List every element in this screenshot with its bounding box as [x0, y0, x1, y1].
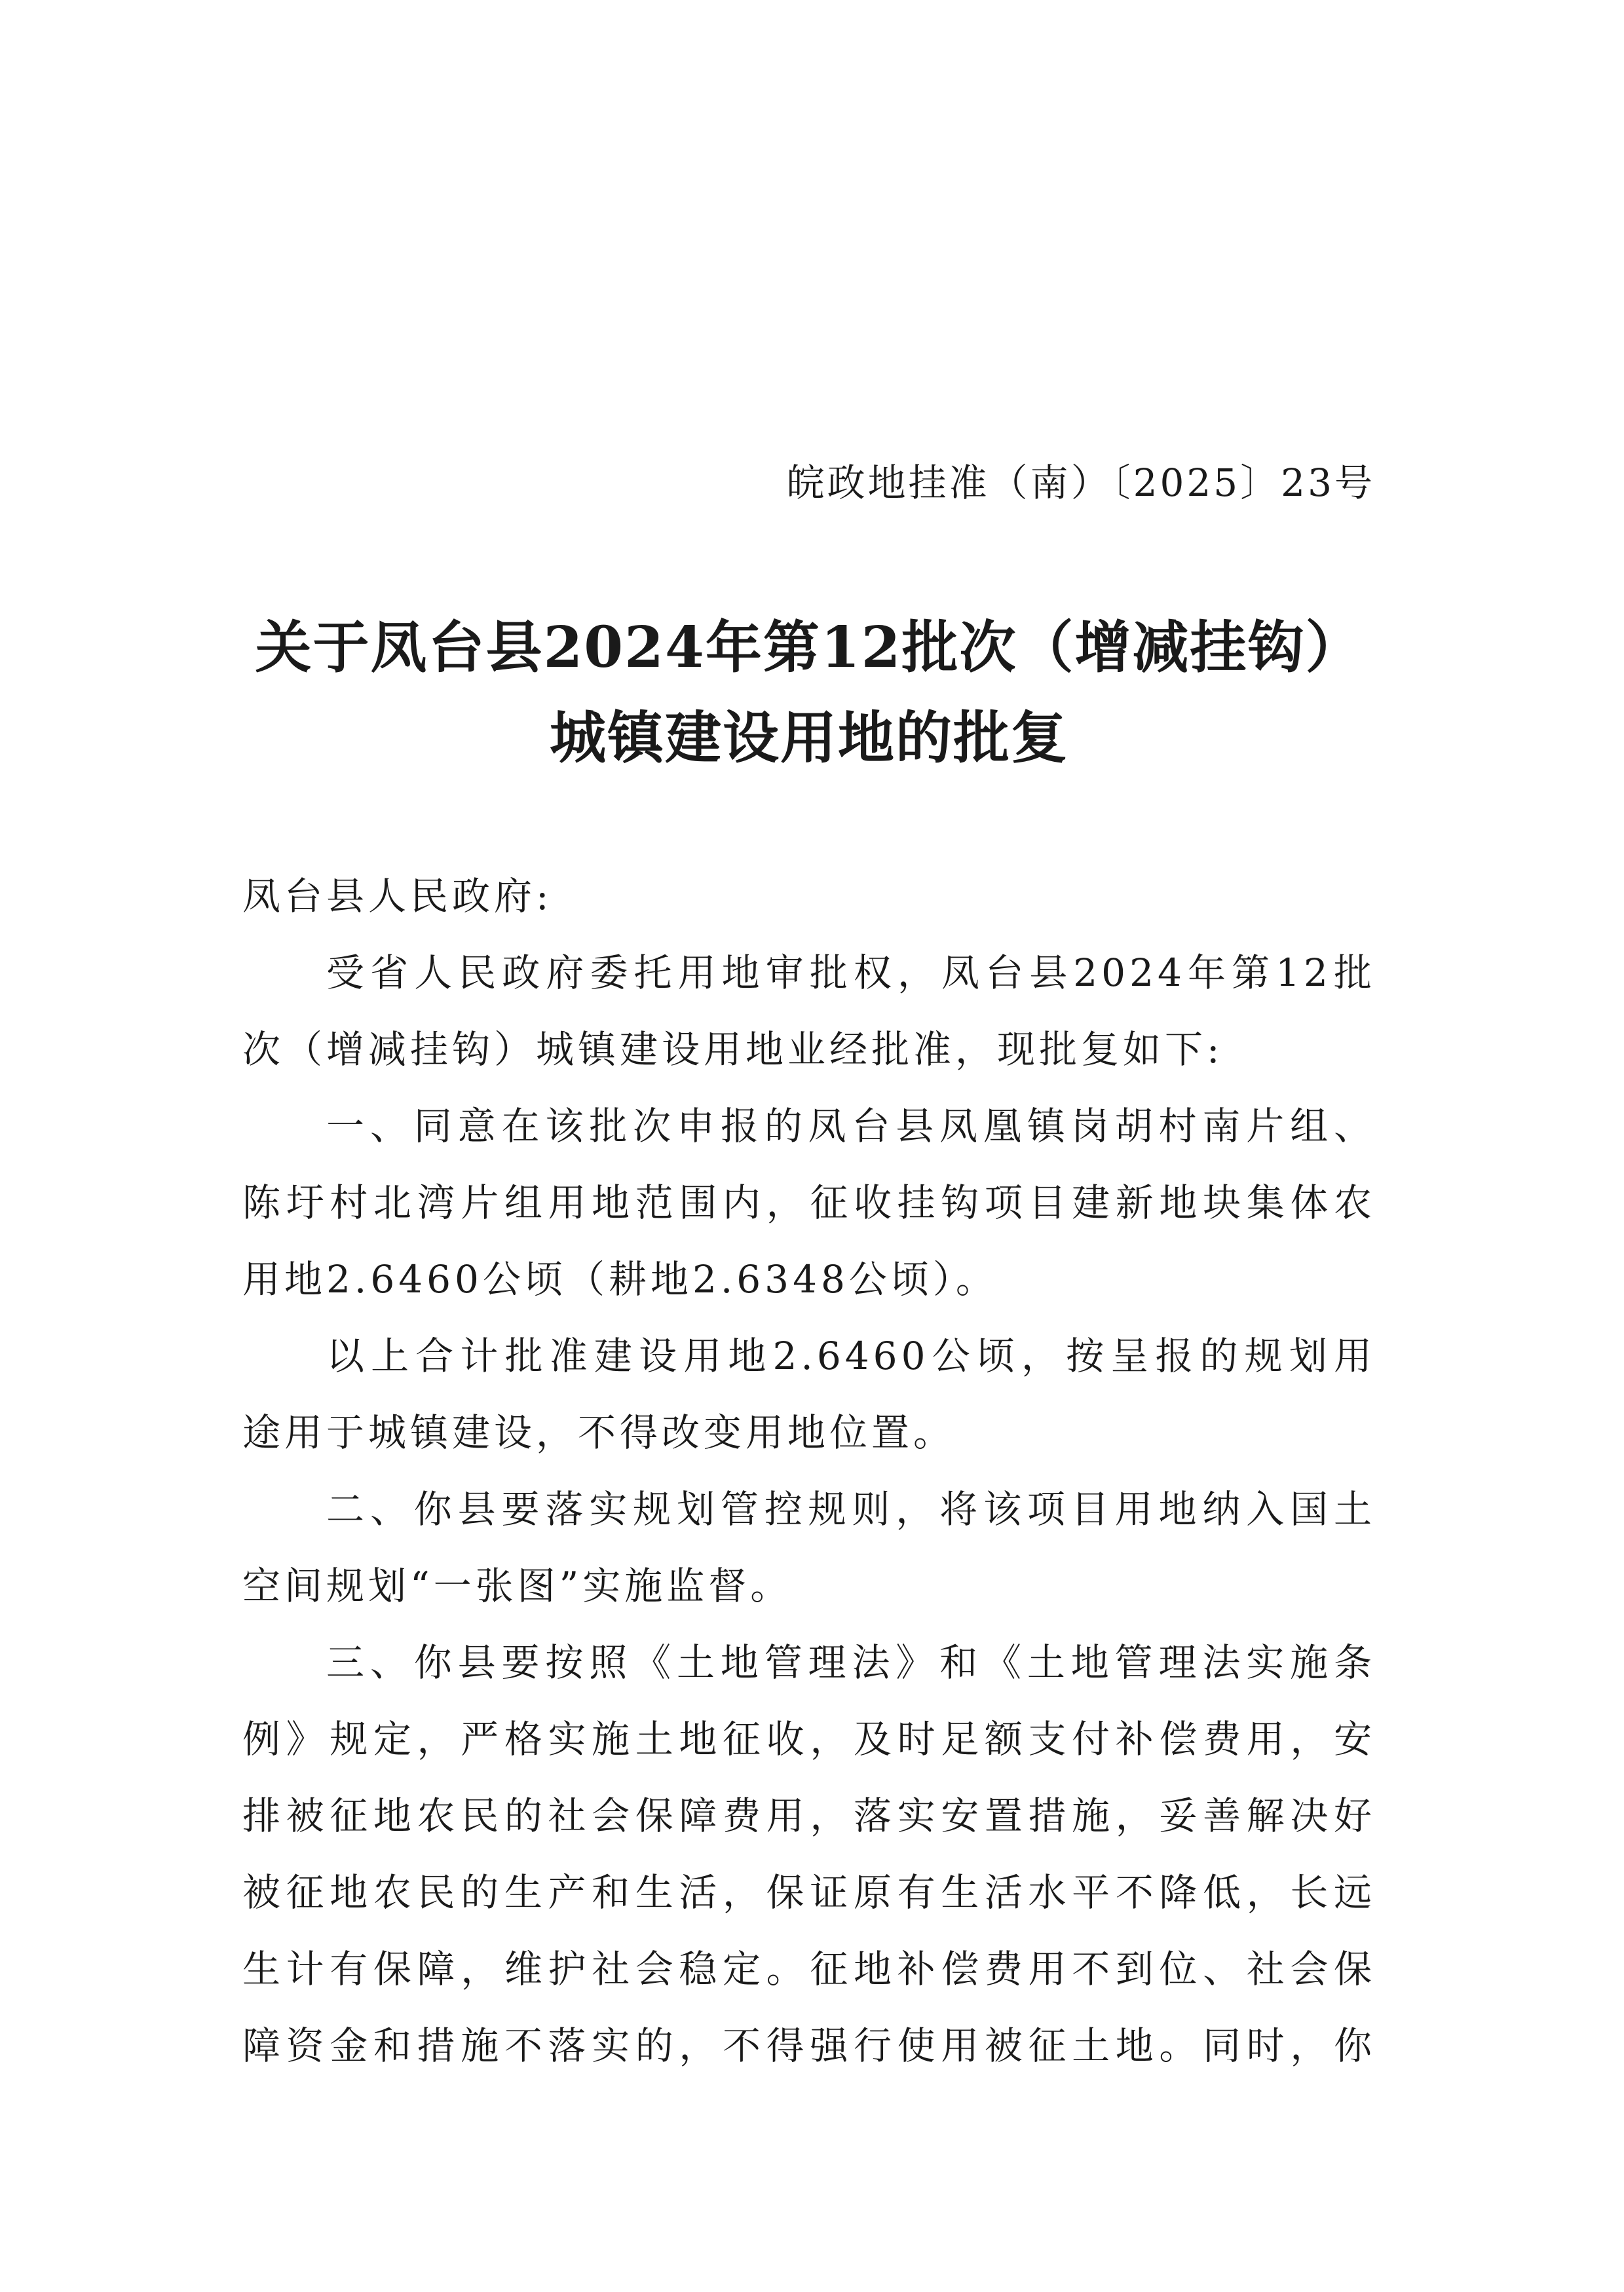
body-line: 障资金和措施不落实的，不得强行使用被征土地。同时，你: [242, 2023, 1376, 2068]
body-line: 例》规定，严格实施土地征收，及时足额支付补偿费用，安: [242, 1717, 1376, 1761]
body-line: 用地2.6460公顷（耕地2.6348公顷）。: [242, 1257, 998, 1302]
body-line: 受省人民政府委托用地审批权，凤台县2024年第12批: [326, 950, 1376, 995]
body-line: 陈圩村北湾片组用地范围内，征收挂钩项目建新地块集体农: [242, 1180, 1376, 1225]
body-line: 次（增减挂钩）城镇建设用地业经批准，现批复如下:: [242, 1027, 1224, 1072]
body-line: 二、你县要落实规划管控规则，将该项目用地纳入国土: [326, 1487, 1376, 1531]
document-title: [242, 603, 1376, 783]
title-line-1: 关于凤台县2024年第12批次（增减挂钩）: [255, 614, 1363, 681]
document-body: [242, 858, 1376, 2084]
body-line: 一、同意在该批次申报的凤台县凤凰镇岗胡村南片组、: [326, 1104, 1376, 1148]
body-line: 以上合计批准建设用地2.6460公顷，按呈报的规划用: [326, 1334, 1376, 1378]
body-line: 生计有保障，维护社会稳定。征地补偿费用不到位、社会保: [242, 1947, 1376, 1991]
body-line: 途用于城镇建设，不得改变用地位置。: [242, 1410, 956, 1455]
title-line-2: 城镇建设用地的批复: [550, 705, 1068, 771]
body-line: 排被征地农民的社会保障费用，落实安置措施，妥善解决好: [242, 1794, 1376, 1838]
salutation: 凤台县人民政府:: [242, 874, 553, 918]
body-line: 被征地农民的生产和生活，保证原有生活水平不降低，长远: [242, 1870, 1376, 1915]
body-line: 三、你县要按照《土地管理法》和《土地管理法实施条: [326, 1640, 1376, 1685]
document-number: 皖政地挂准（南）〔2025〕23号: [786, 460, 1375, 505]
body-line: 空间规划“一张图”实施监督。: [242, 1564, 793, 1608]
